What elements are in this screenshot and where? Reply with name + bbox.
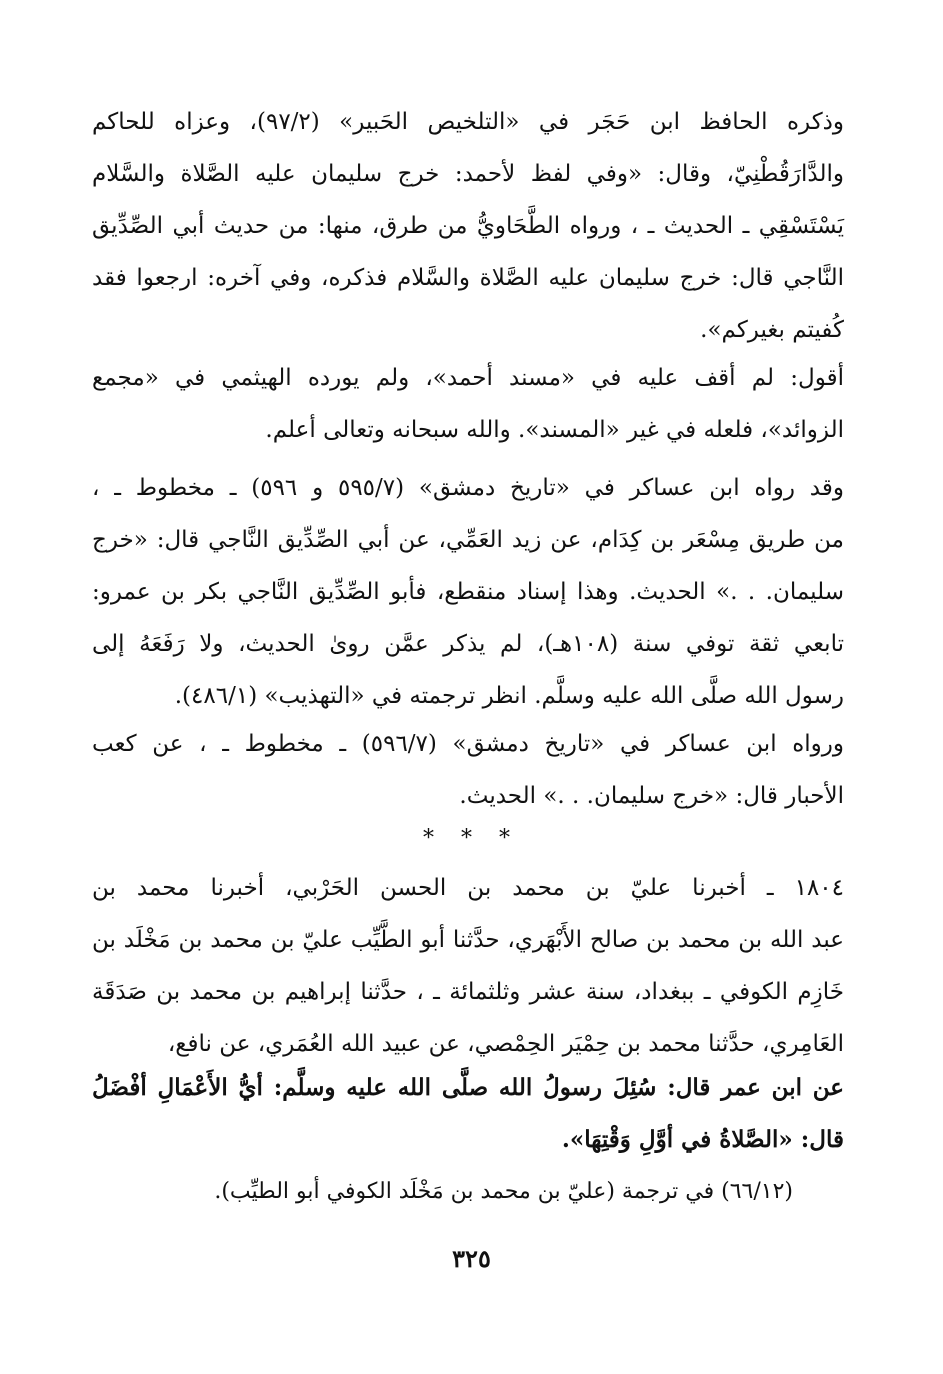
text-line: رسول الله صلَّى الله عليه وسلَّم. انظر ترجمته في «التهذيب» (٤٨٦/١).	[174, 683, 844, 709]
paragraph-ibn-asakir-1	[92, 462, 844, 722]
page-number: ٣٢٥	[452, 1244, 491, 1273]
text-line: عبد الله بن محمد بن صالح الأَبْهَري، حدَّثنا أبو الطَّيِّب عليّ بن محمد بن مَخْلَد بن	[92, 927, 844, 953]
text-line: خَازِم الكوفي ـ ببغداد، سنة عشر وثلثمائة ـ ، حدَّثنا إبراهيم بن محمد بن صَدَقَة	[92, 979, 844, 1005]
text-line: كُفيتم بغيركم».	[700, 317, 844, 343]
text-line: عن ابن عمر قال: سُئِلَ رسولُ الله صلَّى الله عليه وسلَّم: أيُّ الأَعْمَالِ أفْضَلُ	[92, 1074, 844, 1101]
text-line: ١٨٠٤ ـ أخبرنا عليّ بن محمد بن الحسن الحَرْبي، أخبرنا محمد بن	[92, 875, 844, 901]
text-line: النَّاجي قال: خرج سليمان عليه الصَّلاة والسَّلام فذكره، وفي آخره: ارجعوا فقد	[92, 265, 844, 291]
text-line: وذكره الحافظ ابن حَجَر في «التلخيص الحَبير» (٩٧/٢)، وعزاه للحاكم	[92, 109, 844, 135]
paragraph-hadith-1804-matn	[92, 1062, 844, 1166]
section-separator: * * *	[423, 826, 520, 851]
text-line: سليمان. . .» الحديث. وهذا إسناد منقطع، فأبو الصِّدِّيق النَّاجي بكر بن عمرو:	[92, 579, 844, 605]
text-line: يَسْتَسْقِي ـ الحديث ـ ، ورواه الطَّحَاويُّ من طرق، منها: من حديث أبي الصِّدِّيق	[92, 213, 844, 239]
text-line: الأحبار قال: «خرج سليمان. . .» الحديث.	[459, 783, 844, 809]
paragraph-hadith-1804-isnad	[92, 862, 844, 1070]
text-line: والدَّارَقُطْنِيّ، وقال: «وفي لفظ لأحمد: خرج سليمان عليه الصَّلاة والسَّلام	[92, 161, 844, 187]
footnote: (٦٦/١٢) في ترجمة (عليّ بن محمد بن مَخْلَد الكوفي أبو الطيِّب).	[214, 1179, 793, 1204]
text-line: أقول: لم أقف عليه في «مسند أحمد»، ولم يورده الهيثمي في «مجمع	[92, 365, 844, 391]
text-line: تابعي ثقة توفي سنة (١٠٨هـ)، لم يذكر عمَّن روىٰ الحديث، ولا رَفَعَهُ إلى	[92, 631, 844, 657]
text-line: الزوائد»، فلعله في غير «المسند». والله سبحانه وتعالى أعلم.	[265, 417, 844, 443]
text-line: من طريق مِسْعَر بن كِدَام، عن زيد العَمِّي، عن أبي الصِّدِّيق النَّاجي قال: «خرج	[92, 527, 844, 553]
paragraph-ibn-asakir-2	[92, 718, 844, 822]
paragraph-talkhis	[92, 96, 844, 356]
text-line: وقد رواه ابن عساكر في «تاريخ دمشق» (٥٩٥/٧ و ٥٩٦) ـ مخطوط ـ ،	[92, 475, 844, 501]
paragraph-aqul	[92, 352, 844, 456]
text-line: ورواه ابن عساكر في «تاريخ دمشق» (٥٩٦/٧) ـ مخطوط ـ ، عن كعب	[92, 731, 844, 757]
text-line: العَامِري، حدَّثنا محمد بن حِمْيَر الحِمْصي، عن عبيد الله العُمَري، عن نافع،	[167, 1031, 844, 1057]
text-line: قال: «الصَّلاةُ في أوَّلِ وَقْتِهَا».	[561, 1126, 844, 1153]
